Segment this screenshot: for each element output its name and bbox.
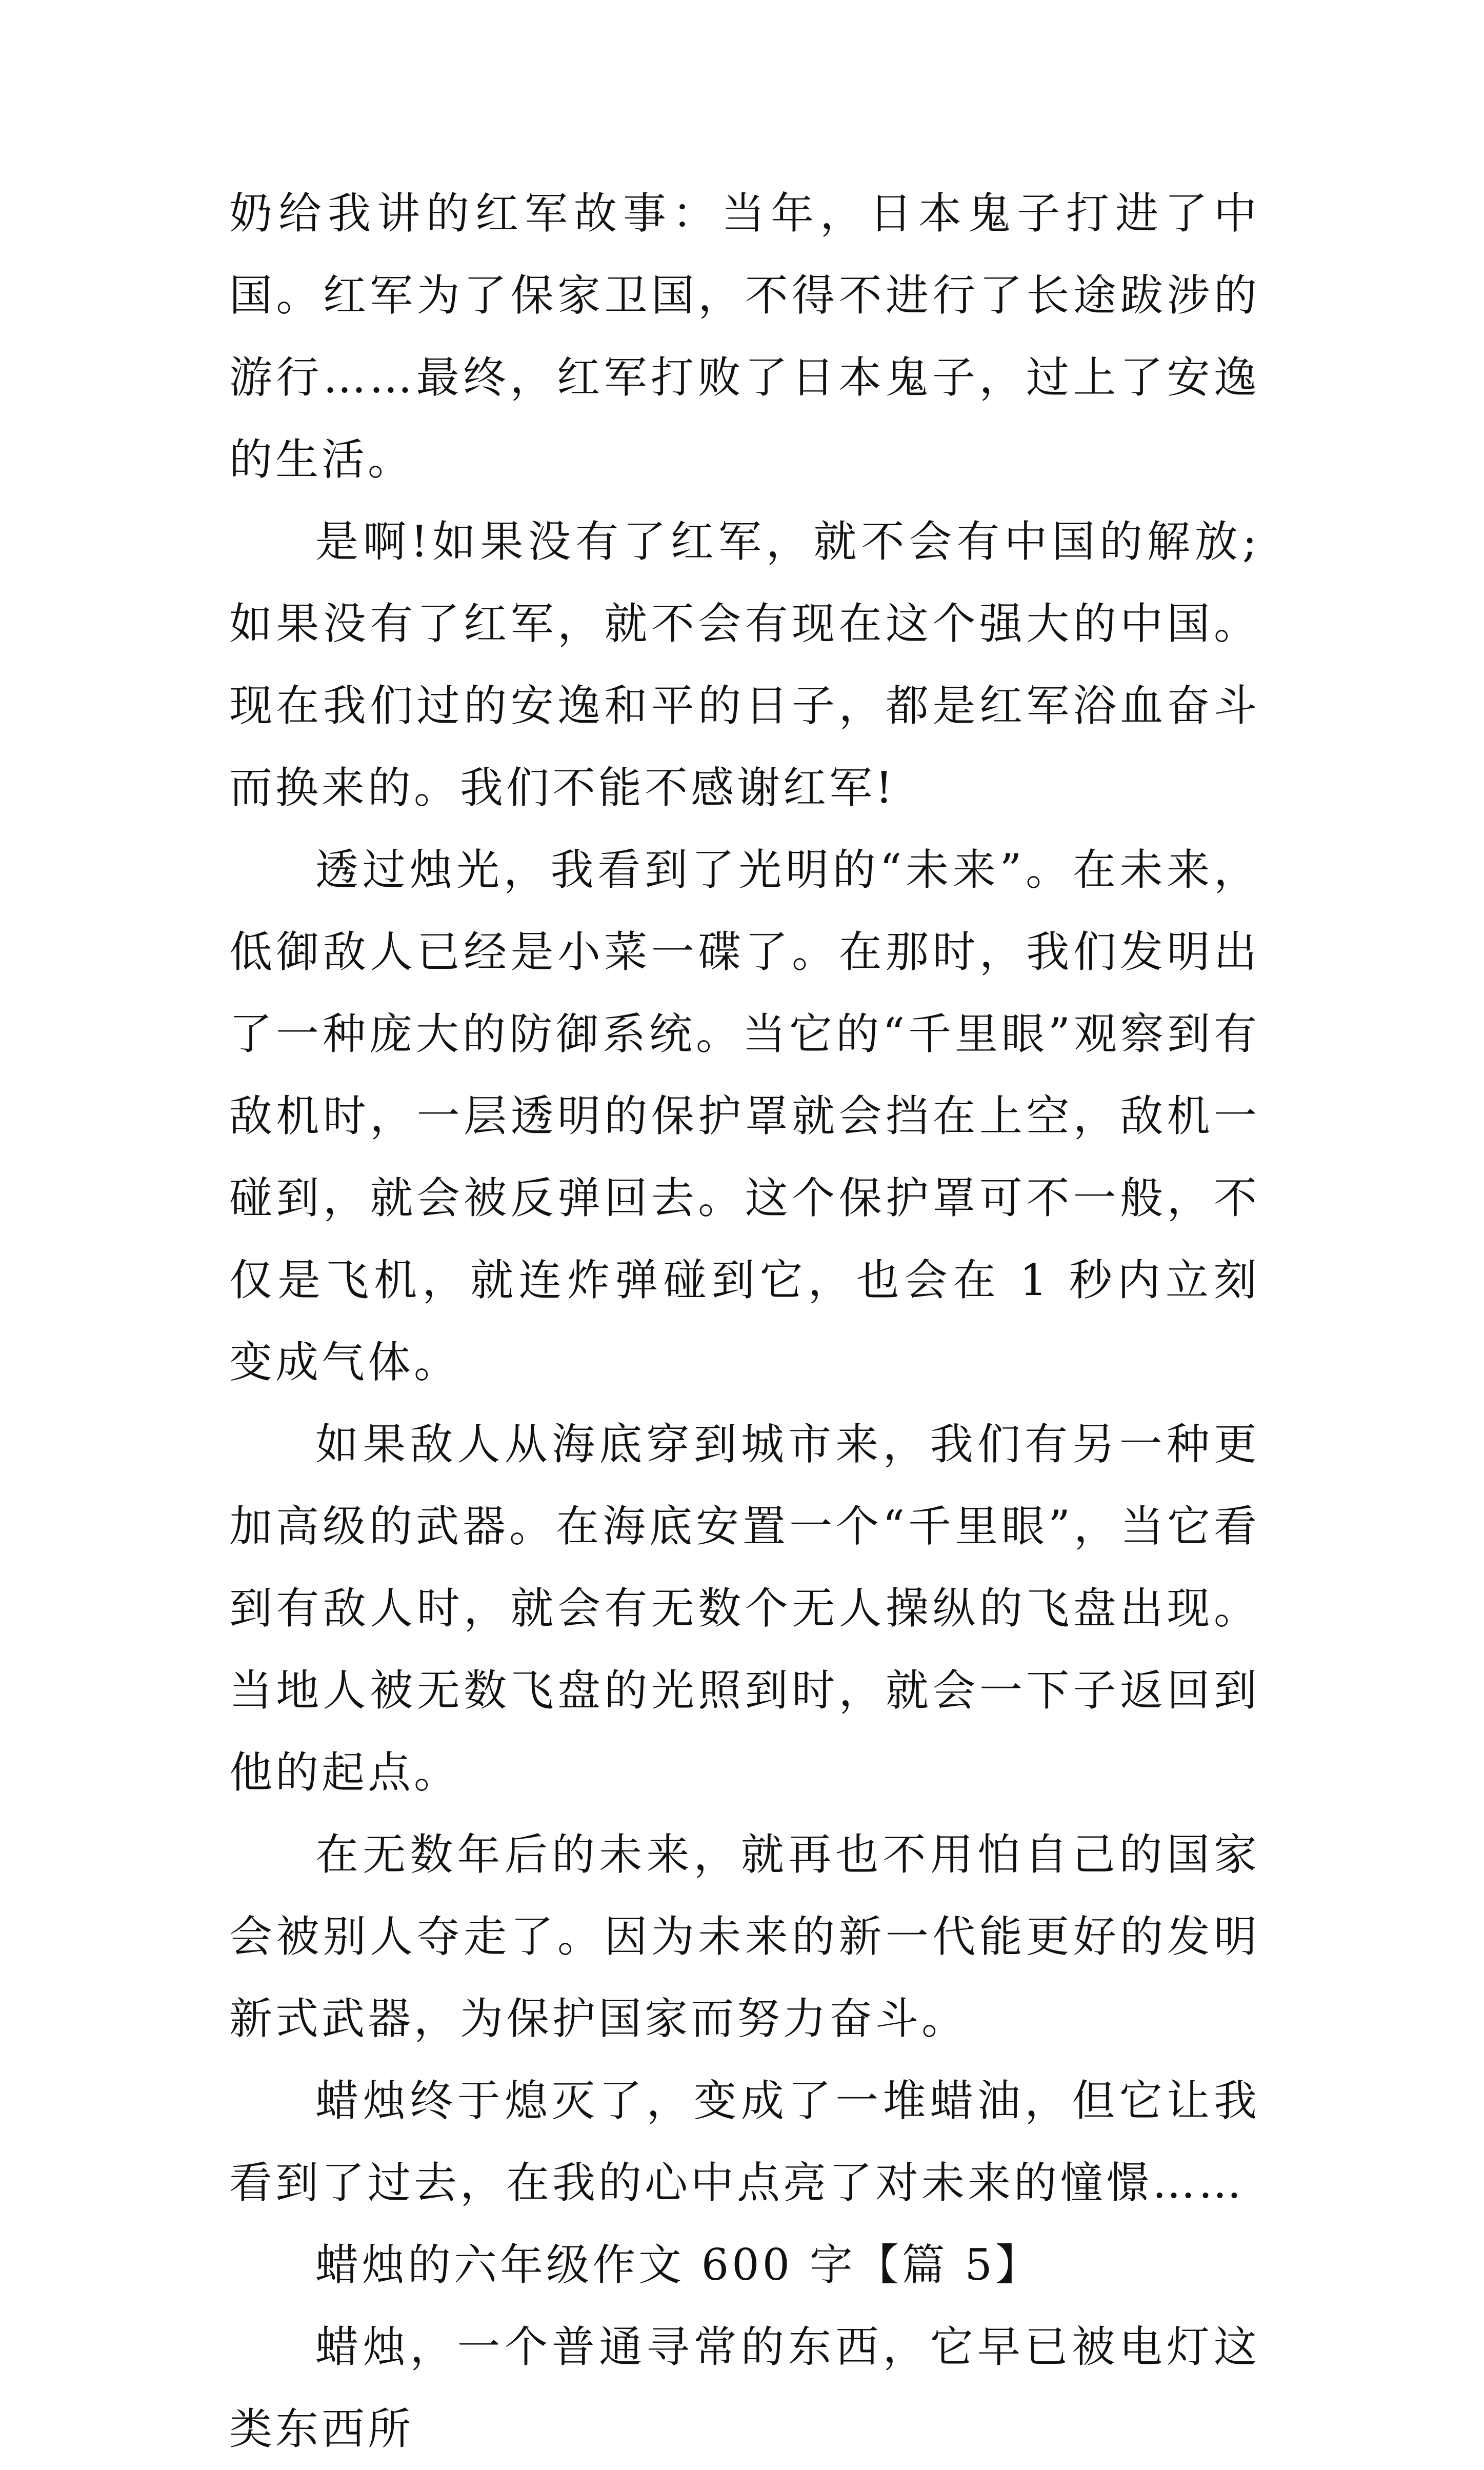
paragraph: 如果敌人从海底穿到城市来，我们有另一种更加高级的武器。在海底安置一个“千里眼”，当它看到有敌人时，就会有无数个无人操纵的飞盘出现。当地人被无数飞盘的光照到时，就会一下子返回到他的起点。 — [229, 1419, 1260, 1798]
paragraph: 蜡烛终于熄灭了，变成了一堆蜡油，但它让我看到了过去，在我的心中点亮了对未来的憧憬…… — [229, 2076, 1260, 2208]
paragraph: 在无数年后的未来，就再也不用怕自己的国家会被别人夺走了。因为未来的新一代能更好的发明新式武器，为保护国家而努力奋斗。 — [229, 1829, 1260, 2044]
section-heading: 蜡烛的六年级作文 600 字【篇 5】 — [315, 2240, 1041, 2290]
paragraph-continued: 奶给我讲的红军故事：当年，日本鬼子打进了中国。红军为了保家卫国，不得不进行了长途跋涉的游行……最终，红军打败了日本鬼子，过上了安逸的生活。 — [229, 188, 1260, 485]
paragraph: 是啊!如果没有了红军，就不会有中国的解放;如果没有了红军，就不会有现在这个强大的中国。现在我们过的安逸和平的日子，都是红军浴血奋斗而换来的。我们不能不感谢红军! — [229, 516, 1260, 813]
paragraph: 透过烛光，我看到了光明的“未来”。在未来，低御敌人已经是小菜一碟了。在那时，我们发明出了一种庞大的防御系统。当它的“千里眼”观察到有敌机时，一层透明的保护罩就会挡在上空，敌机一碰到，就会被反弹回去。这个保护罩可不一般，不仅是飞机，就连炸弹碰到它，也会在 1 秒内立刻变成气体。 — [229, 845, 1260, 1387]
document-body — [229, 172, 1260, 2470]
paragraph: 蜡烛，一个普通寻常的东西，它早已被电灯这类东西所 — [229, 2322, 1260, 2454]
